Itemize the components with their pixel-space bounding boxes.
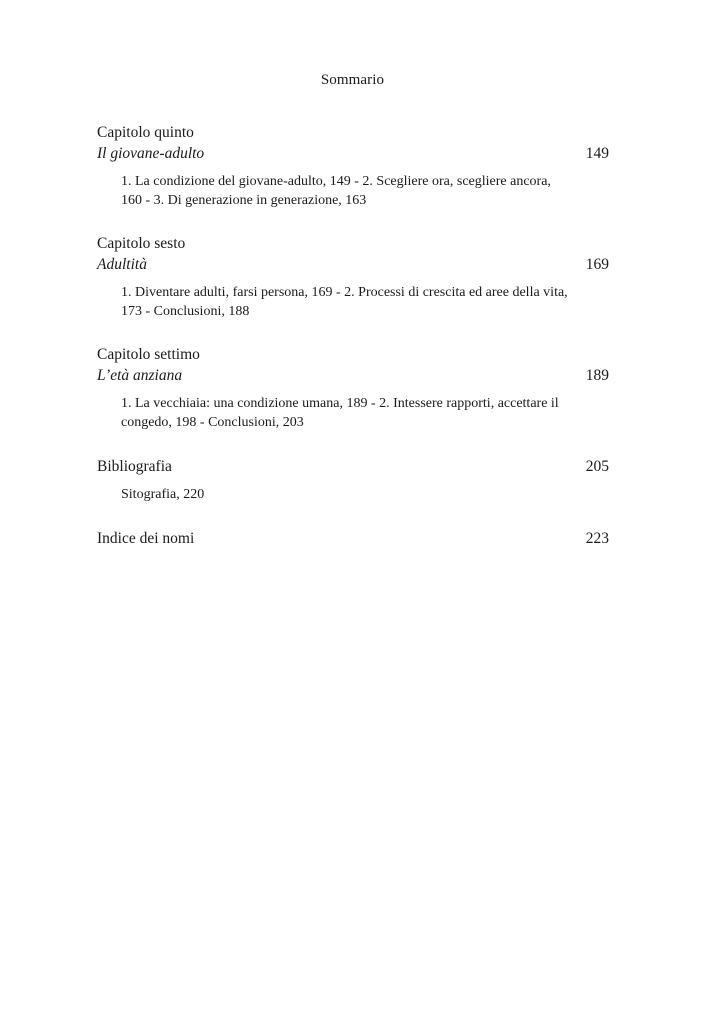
- indice-row: [97, 528, 609, 549]
- indice-page-number: 223: [585, 530, 609, 547]
- toc-chapter-6: [97, 233, 609, 321]
- chapter-title-row: [97, 365, 609, 386]
- chapter-page-number: 149: [585, 145, 609, 162]
- page-title: Sommario: [320, 72, 385, 88]
- toc-chapter-5: [97, 122, 609, 210]
- summary-line: 1. La condizione del giovane-adulto, 149 - 2. Scegliere ora, scegliere ancora,: [121, 174, 551, 189]
- chapter-title: Il giovane-adulto: [97, 145, 205, 162]
- summary-line: 1. La vecchiaia: una condizione umana, 189 - 2. Intessere rapporti, accettare il: [121, 396, 559, 411]
- summary-line: congedo, 198 - Conclusioni, 203: [121, 415, 304, 430]
- summary-line: 173 - Conclusioni, 188: [121, 304, 250, 319]
- toc-bibliografia: [97, 456, 609, 504]
- chapter-summary: [121, 172, 609, 210]
- toc-indice: [97, 528, 609, 549]
- summary-line: 1. Diventare adulti, farsi persona, 169 - 2. Processi di crescita ed aree della vita,: [121, 285, 568, 300]
- summary-line: Sitografia, 220: [121, 487, 205, 502]
- chapter-summary: [121, 394, 609, 432]
- toc-chapter-7: [97, 344, 609, 432]
- chapter-summary: [121, 283, 609, 321]
- bibliografia-summary: [121, 485, 609, 504]
- chapter-label: Capitolo quinto: [97, 124, 194, 141]
- chapter-title: Adultità: [97, 256, 147, 273]
- chapter-title: L’età anziana: [97, 367, 183, 384]
- summary-line: 160 - 3. Di generazione in generazione, 163: [121, 193, 367, 208]
- chapter-title-row: [97, 143, 609, 164]
- chapter-page-number: 189: [585, 367, 609, 384]
- bibliografia-row: [97, 456, 609, 477]
- chapter-label: Capitolo sesto: [97, 235, 186, 252]
- chapter-title-row: [97, 254, 609, 275]
- chapter-label: Capitolo settimo: [97, 346, 200, 363]
- bibliografia-label: Bibliografia: [97, 458, 172, 475]
- indice-label: Indice dei nomi: [97, 530, 195, 547]
- bibliografia-page-number: 205: [585, 458, 609, 475]
- chapter-page-number: 169: [585, 256, 609, 273]
